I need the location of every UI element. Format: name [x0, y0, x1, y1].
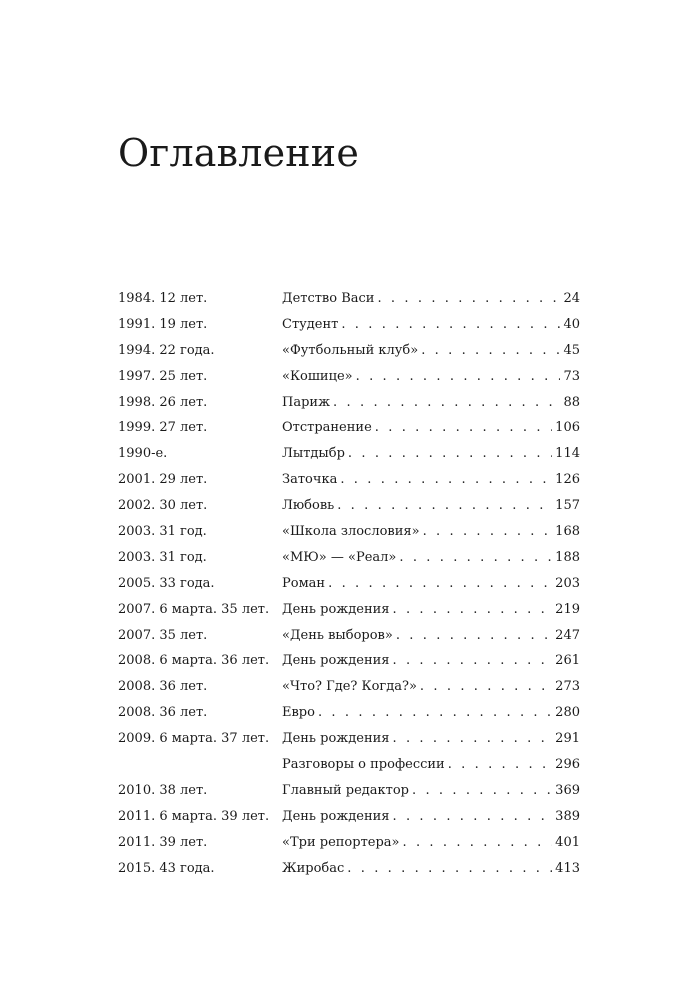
- dot-leader: [337, 496, 552, 516]
- toc-entry-page: 261: [555, 653, 580, 669]
- toc-entry-page: 24: [563, 291, 580, 306]
- toc-entry: [118, 651, 580, 677]
- toc-entry-chapter: «Футбольный клуб»: [282, 342, 419, 358]
- toc-entry-chapter: Роман: [282, 575, 326, 591]
- toc-entry-date: 1997. 25 лет.: [118, 368, 208, 384]
- dot-leader: [448, 755, 552, 775]
- dot-leader: [348, 444, 552, 464]
- dot-leader: [333, 393, 560, 413]
- toc-entry-page: 203: [555, 575, 580, 591]
- toc-entry: [118, 755, 580, 781]
- toc-entry-line: [282, 574, 580, 594]
- toc-entry-page: 413: [555, 860, 580, 876]
- toc-entry-chapter: Детство Васи: [282, 291, 375, 306]
- toc-entry: [118, 522, 580, 548]
- toc-entry-line: [282, 367, 580, 387]
- dot-leader: [423, 522, 553, 542]
- toc-entry-chapter: «Кошице»: [282, 368, 353, 384]
- toc-entry-date: 1991. 19 лет.: [118, 316, 208, 332]
- toc-entry-chapter: День рождения: [282, 601, 390, 617]
- toc-entry-date: 2007. 6 марта. 35 лет.: [118, 601, 270, 617]
- dot-leader: [421, 341, 560, 361]
- toc-entry-page: 273: [555, 679, 580, 695]
- toc-entry-page: 188: [555, 549, 580, 565]
- toc-entry-date: 2001. 29 лет.: [118, 472, 208, 488]
- toc-entry-line: [282, 677, 580, 697]
- toc-entry-date: 2008. 6 марта. 36 лет.: [118, 653, 270, 669]
- toc-entry-page: 219: [555, 601, 580, 617]
- toc-entry-date: 2008. 36 лет.: [118, 679, 208, 695]
- dot-leader: [392, 807, 552, 827]
- toc-entry-date: 1994. 22 года.: [118, 342, 215, 358]
- toc-entry-date: 2011. 39 лет.: [118, 834, 208, 850]
- toc-entry-chapter: «Школа злословия»: [282, 524, 420, 540]
- toc-entry-chapter: Отстранение: [282, 420, 372, 436]
- toc-entry-chapter: День рождения: [282, 808, 390, 824]
- toc-entry-chapter: «День выборов»: [282, 627, 393, 643]
- toc-entry-date: 1984. 12 лет.: [118, 291, 208, 306]
- toc-entry: [118, 574, 580, 600]
- toc-entry: [118, 444, 580, 470]
- dot-leader: [340, 470, 552, 490]
- toc-entry-page: 389: [555, 808, 580, 824]
- dot-leader: [392, 600, 552, 620]
- table-of-contents: [118, 289, 580, 884]
- toc-entry-line: [282, 393, 580, 413]
- dot-leader: [396, 626, 552, 646]
- toc-entry-chapter: «Что? Где? Когда?»: [282, 679, 417, 695]
- toc-entry-line: [282, 781, 580, 801]
- toc-entry-date: 2009. 6 марта. 37 лет.: [118, 731, 270, 747]
- toc-entry-line: [282, 703, 580, 723]
- toc-entry-line: [282, 859, 580, 879]
- toc-entry-date: 2005. 33 года.: [118, 575, 215, 591]
- toc-entry-date: 1998. 26 лет.: [118, 394, 208, 410]
- toc-entry-line: [282, 470, 580, 490]
- toc-entry: [118, 367, 580, 393]
- toc-entry-date: 1999. 27 лет.: [118, 420, 208, 436]
- toc-entry: [118, 470, 580, 496]
- toc-entry-line: [282, 289, 580, 309]
- toc-entry-line: [282, 496, 580, 516]
- toc-entry: [118, 289, 580, 315]
- dot-leader: [402, 833, 552, 853]
- toc-entry-chapter: Главный редактор: [282, 782, 409, 798]
- toc-entry-line: [282, 651, 580, 671]
- toc-entry-date: 1990-е.: [118, 446, 168, 462]
- toc-entry-line: [282, 600, 580, 620]
- toc-entry-page: 126: [555, 472, 580, 488]
- toc-entry: [118, 626, 580, 652]
- toc-entry: [118, 807, 580, 833]
- toc-entry: [118, 548, 580, 574]
- toc-entry-line: [282, 729, 580, 749]
- toc-entry-line: [282, 626, 580, 646]
- toc-entry: [118, 341, 580, 367]
- toc-entry-line: [282, 341, 580, 361]
- toc-entry: [118, 781, 580, 807]
- dot-leader: [392, 729, 552, 749]
- dot-leader: [341, 315, 560, 335]
- toc-entry-line: [282, 833, 580, 853]
- toc-entry: [118, 315, 580, 341]
- toc-entry-line: [282, 807, 580, 827]
- toc-entry-page: 45: [563, 342, 580, 358]
- toc-entry-chapter: Студент: [282, 316, 339, 332]
- dot-leader: [328, 574, 552, 594]
- toc-entry-date: 2003. 31 год.: [118, 549, 207, 565]
- toc-entry-page: 247: [555, 627, 580, 643]
- toc-entry-line: [282, 444, 580, 464]
- toc-entry-page: 73: [563, 368, 580, 384]
- toc-entry-page: 369: [555, 782, 580, 798]
- toc-entry-page: 40: [563, 316, 580, 332]
- toc-entry: [118, 418, 580, 444]
- toc-entry-date: 2007. 35 лет.: [118, 627, 208, 643]
- toc-entry-page: 280: [555, 705, 580, 721]
- toc-entry-chapter: Жиробас: [282, 860, 345, 876]
- toc-entry: [118, 859, 580, 885]
- dot-leader: [356, 367, 561, 387]
- toc-entry-line: [282, 315, 580, 335]
- toc-entry-chapter: Париж: [282, 394, 331, 410]
- toc-entry-page: 401: [555, 834, 580, 850]
- dot-leader: [377, 289, 560, 309]
- toc-entry-line: [282, 522, 580, 542]
- toc-entry-page: 106: [555, 420, 580, 436]
- page-title: Оглавление: [118, 131, 360, 176]
- toc-entry: [118, 600, 580, 626]
- toc-entry-page: 114: [555, 446, 580, 462]
- toc-entry-chapter: Любовь: [282, 498, 335, 514]
- toc-entry-chapter: Евро: [282, 705, 315, 721]
- toc-entry: [118, 729, 580, 755]
- dot-leader: [420, 677, 552, 697]
- toc-entry-date: 2011. 6 марта. 39 лет.: [118, 808, 270, 824]
- toc-entry: [118, 833, 580, 859]
- toc-entry-page: 157: [555, 498, 580, 514]
- toc-entry-date: 2010. 38 лет.: [118, 782, 208, 798]
- toc-entry: [118, 496, 580, 522]
- toc-entry-chapter: День рождения: [282, 731, 390, 747]
- toc-entry-page: 168: [555, 524, 580, 540]
- toc-entry-line: [282, 548, 580, 568]
- toc-entry-date: 2003. 31 год.: [118, 524, 207, 540]
- toc-entry-page: 296: [555, 757, 580, 773]
- dot-leader: [412, 781, 552, 801]
- dot-leader: [399, 548, 552, 568]
- dot-leader: [375, 418, 552, 438]
- toc-entry-date: 2002. 30 лет.: [118, 498, 208, 514]
- toc-entry-date: 2008. 36 лет.: [118, 705, 208, 721]
- toc-entry-line: [282, 755, 580, 775]
- dot-leader: [392, 651, 552, 671]
- toc-entry-chapter: «МЮ» — «Реал»: [282, 549, 397, 565]
- toc-entry: [118, 393, 580, 419]
- toc-entry: [118, 677, 580, 703]
- toc-entry-chapter: Лытдыбр: [282, 446, 345, 462]
- toc-entry-page: 291: [555, 731, 580, 747]
- toc-entry-chapter: День рождения: [282, 653, 390, 669]
- toc-entry-chapter: «Три репортера»: [282, 834, 400, 850]
- toc-entry-line: [282, 418, 580, 438]
- dot-leader: [347, 859, 552, 879]
- dot-leader: [318, 703, 552, 723]
- toc-entry-page: 88: [563, 394, 580, 410]
- toc-entry-chapter: Разговоры о профессии: [282, 757, 445, 773]
- toc-entry-date: 2015. 43 года.: [118, 860, 215, 876]
- toc-entry-chapter: Заточка: [282, 472, 338, 488]
- toc-entry: [118, 703, 580, 729]
